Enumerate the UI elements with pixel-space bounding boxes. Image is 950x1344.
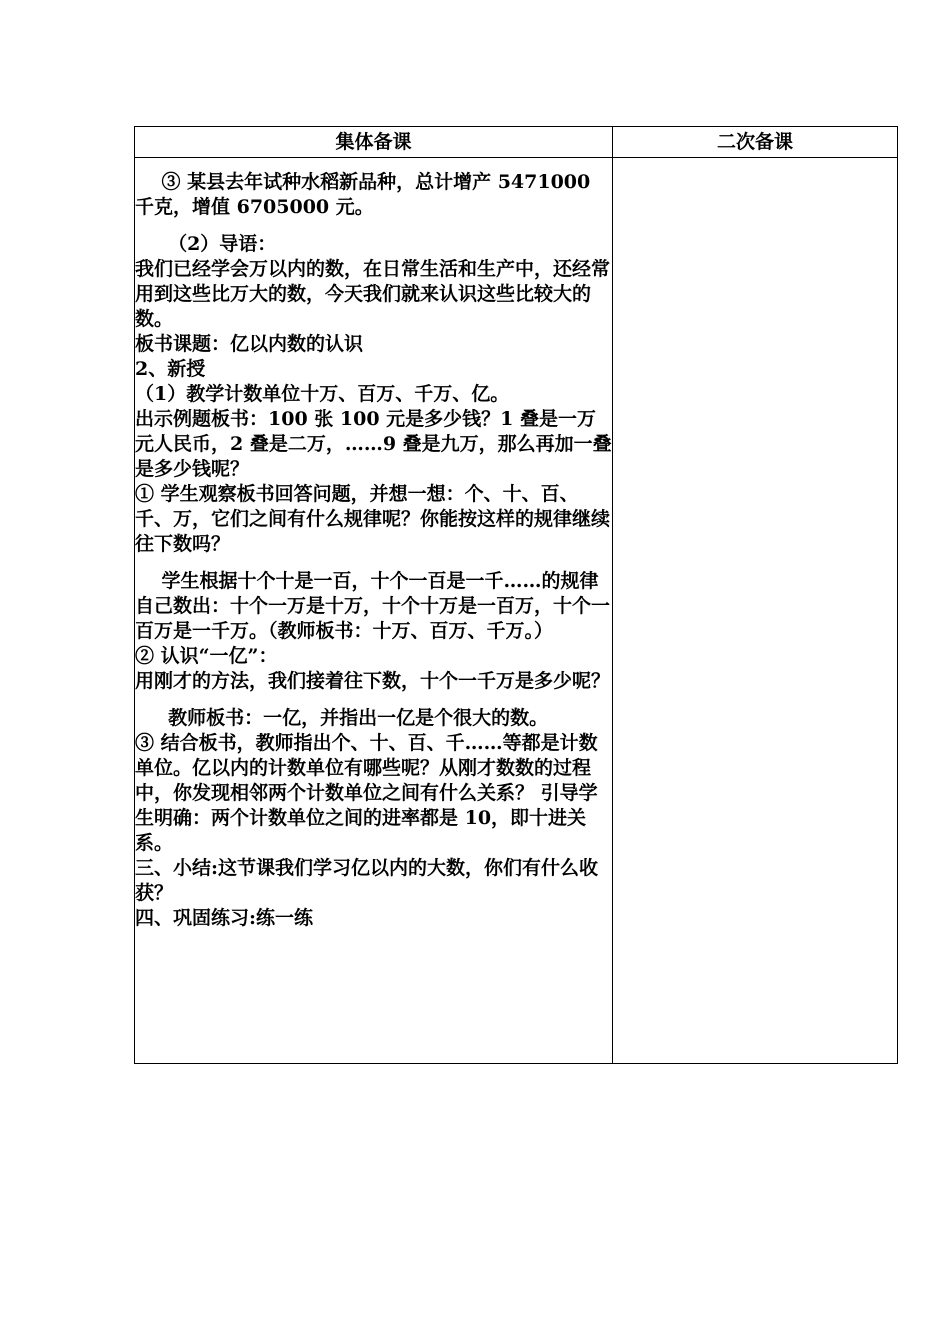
lesson-plan-table bbox=[134, 126, 898, 1064]
example-question: 出示例题板书：100 张 100 元是多少钱？1 叠是一万元人民币，2 叠是二万，……9 叠是九万，那么再加一叠是多少钱呢？ bbox=[135, 408, 612, 480]
teaching-units-heading: （1）教学计数单位十万、百万、千万、亿。 bbox=[135, 383, 510, 405]
introduction-heading: （2）导语： bbox=[135, 233, 277, 255]
practice-paragraph: 四、巩固练习:练一练 bbox=[135, 907, 314, 929]
header-row bbox=[135, 127, 898, 158]
example-paragraph-3: ③ 某县去年试种水稻新品种，总计增产 5471000 千克，增值 6705000 元。 bbox=[135, 171, 597, 218]
lesson-topic: 板书课题：亿以内数的认识 bbox=[135, 333, 364, 355]
counting-units-paragraph: ③ 结合板书，教师指出个、十、百、千……等都是计数单位。亿以内的计数单位有哪些呢？从刚才数数的过程中，你发现相邻两个计数单位之间有什么关系？ 引导学生明确：两个计数单位之间的进率都是 10，即十进关系。 bbox=[135, 732, 598, 854]
lesson-content bbox=[135, 158, 612, 931]
summary-paragraph: 三、小结:这节课我们学习亿以内的大数，你们有什么收获？ bbox=[135, 857, 599, 904]
secondary-preparation-cell bbox=[613, 158, 898, 1064]
teacher-board-note: 教师板书：一亿，并指出一亿是个很大的数。 bbox=[135, 707, 549, 729]
header-collective-preparation: 集体备课 bbox=[135, 127, 613, 158]
header-secondary-preparation: 二次备课 bbox=[613, 127, 898, 158]
introduction-text: 我们已经学会万以内的数，在日常生活和生产中，还经常用到这些比万大的数，今天我们就来认识这些比较大的数。 bbox=[135, 258, 611, 330]
hundred-million-heading: ② 认识“一亿”： bbox=[135, 645, 278, 667]
observation-step: ① 学生观察板书回答问题，并想一想：个、十、百、千、万，它们之间有什么规律呢？你能按这样的规律继续往下数吗？ bbox=[135, 483, 611, 555]
collective-preparation-cell bbox=[135, 158, 613, 1064]
new-teaching-heading: 2、新授 bbox=[135, 358, 206, 380]
continue-counting-question: 用刚才的方法，我们接着往下数，十个一千万是多少呢？ bbox=[135, 670, 611, 692]
content-row bbox=[135, 158, 898, 1064]
counting-rule-paragraph: 学生根据十个十是一百，十个一百是一千……的规律自己数出：十个一万是十万，十个十万是一百万，十个一百万是一千万。（教师板书：十万、百万、千万。） bbox=[135, 570, 611, 642]
